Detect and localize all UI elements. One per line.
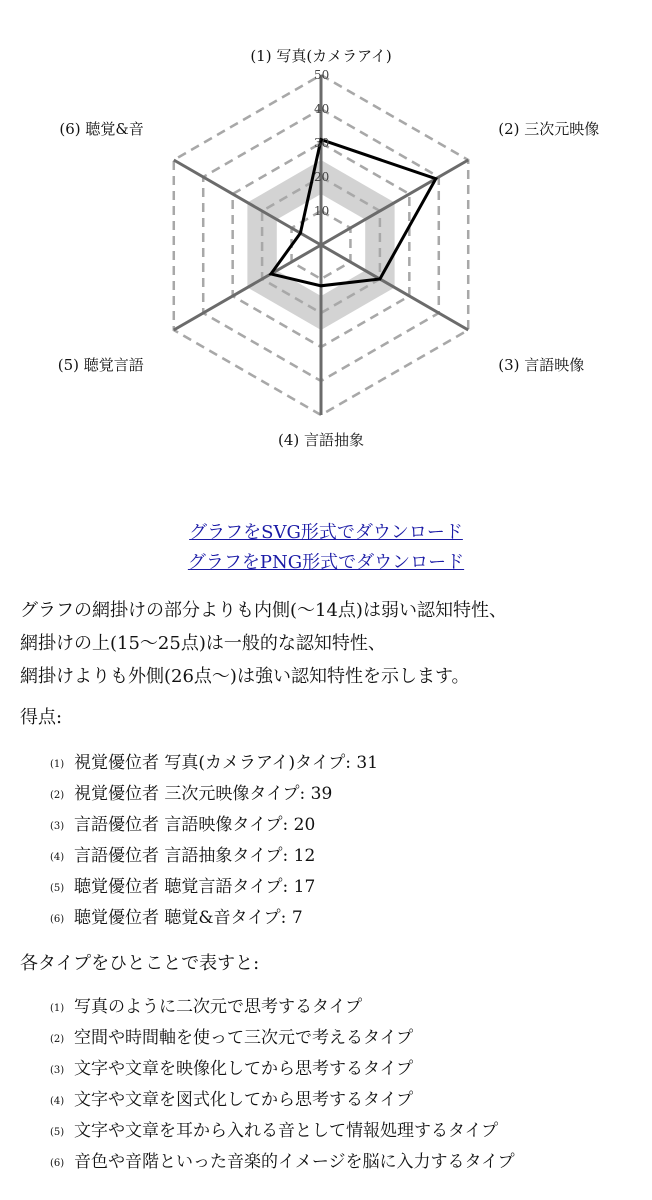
axis-label: (6) 聴覚&音	[59, 120, 144, 138]
scores-list	[50, 748, 378, 934]
description-line: 網掛けよりも外側(26点～)は強い認知特性を示します。	[20, 666, 470, 687]
axis-label: (2) 三次元映像	[498, 120, 600, 138]
score-text: 言語優位者 言語抽象タイプ: 12	[74, 846, 316, 866]
type-num: (4)	[50, 1096, 65, 1107]
score-item	[50, 810, 378, 841]
description-line: 網掛けの上(15～25点)は一般的な認知特性、	[20, 633, 386, 654]
type-num: (3)	[50, 1065, 65, 1076]
type-item	[50, 1116, 515, 1147]
type-text: 写真のように二次元で思考するタイプ	[74, 997, 363, 1017]
score-item	[50, 903, 378, 934]
download-links	[0, 518, 652, 578]
score-num: (3)	[50, 821, 65, 832]
tick-label: 30	[314, 136, 330, 150]
axis-label: (3) 言語映像	[498, 356, 585, 374]
axis-label: (5) 聴覚言語	[57, 356, 144, 374]
score-text: 聴覚優位者 聴覚言語タイプ: 17	[74, 877, 316, 897]
score-item	[50, 872, 378, 903]
type-item	[50, 1085, 515, 1116]
score-num: (6)	[50, 914, 65, 925]
score-text: 言語優位者 言語映像タイプ: 20	[74, 815, 316, 835]
type-text: 文字や文章を耳から入れる音として情報処理するタイプ	[74, 1121, 499, 1141]
radar-spokes	[174, 75, 468, 415]
score-num: (1)	[50, 759, 65, 770]
tick-label: 10	[314, 204, 330, 218]
score-text: 視覚優位者 写真(カメラアイ)タイプ: 31	[74, 753, 379, 773]
type-item	[50, 992, 515, 1023]
score-item	[50, 748, 378, 779]
types-title: 各タイプをひとことで表すと:	[20, 953, 260, 974]
types-list	[50, 992, 515, 1178]
tick-label: 40	[314, 102, 330, 116]
score-item	[50, 779, 378, 810]
download-png-link[interactable]: グラフをPNG形式でダウンロード	[187, 552, 465, 573]
type-text: 空間や時間軸を使って三次元で考えるタイプ	[74, 1028, 414, 1048]
score-num: (2)	[50, 790, 65, 801]
type-text: 音色や音階といった音楽的イメージを脳に入力するタイプ	[74, 1152, 515, 1172]
tick-label: 50	[314, 68, 330, 82]
score-item	[50, 841, 378, 872]
type-num: (1)	[50, 1003, 65, 1014]
score-text: 視覚優位者 三次元映像タイプ: 39	[74, 784, 333, 804]
type-text: 文字や文章を映像化してから思考するタイプ	[74, 1059, 414, 1079]
type-num: (6)	[50, 1158, 65, 1169]
score-text: 聴覚優位者 聴覚&音タイプ: 7	[74, 908, 303, 928]
type-item	[50, 1147, 515, 1178]
type-num: (5)	[50, 1127, 65, 1138]
axis-label: (1) 写真(カメラアイ)	[250, 47, 392, 65]
scores-title: 得点:	[20, 707, 63, 728]
score-num: (4)	[50, 852, 65, 863]
axis-label: (4) 言語抽象	[277, 431, 365, 449]
score-num: (5)	[50, 883, 65, 894]
type-item	[50, 1023, 515, 1054]
download-svg-link[interactable]: グラフをSVG形式でダウンロード	[189, 522, 463, 543]
radar-chart	[0, 0, 652, 490]
type-num: (2)	[50, 1034, 65, 1045]
tick-label: 20	[314, 170, 330, 184]
description	[20, 594, 640, 693]
type-item	[50, 1054, 515, 1085]
type-text: 文字や文章を図式化してから思考するタイプ	[74, 1090, 414, 1110]
description-line: グラフの網掛けの部分よりも内側(～14点)は弱い認知特性、	[20, 600, 507, 621]
